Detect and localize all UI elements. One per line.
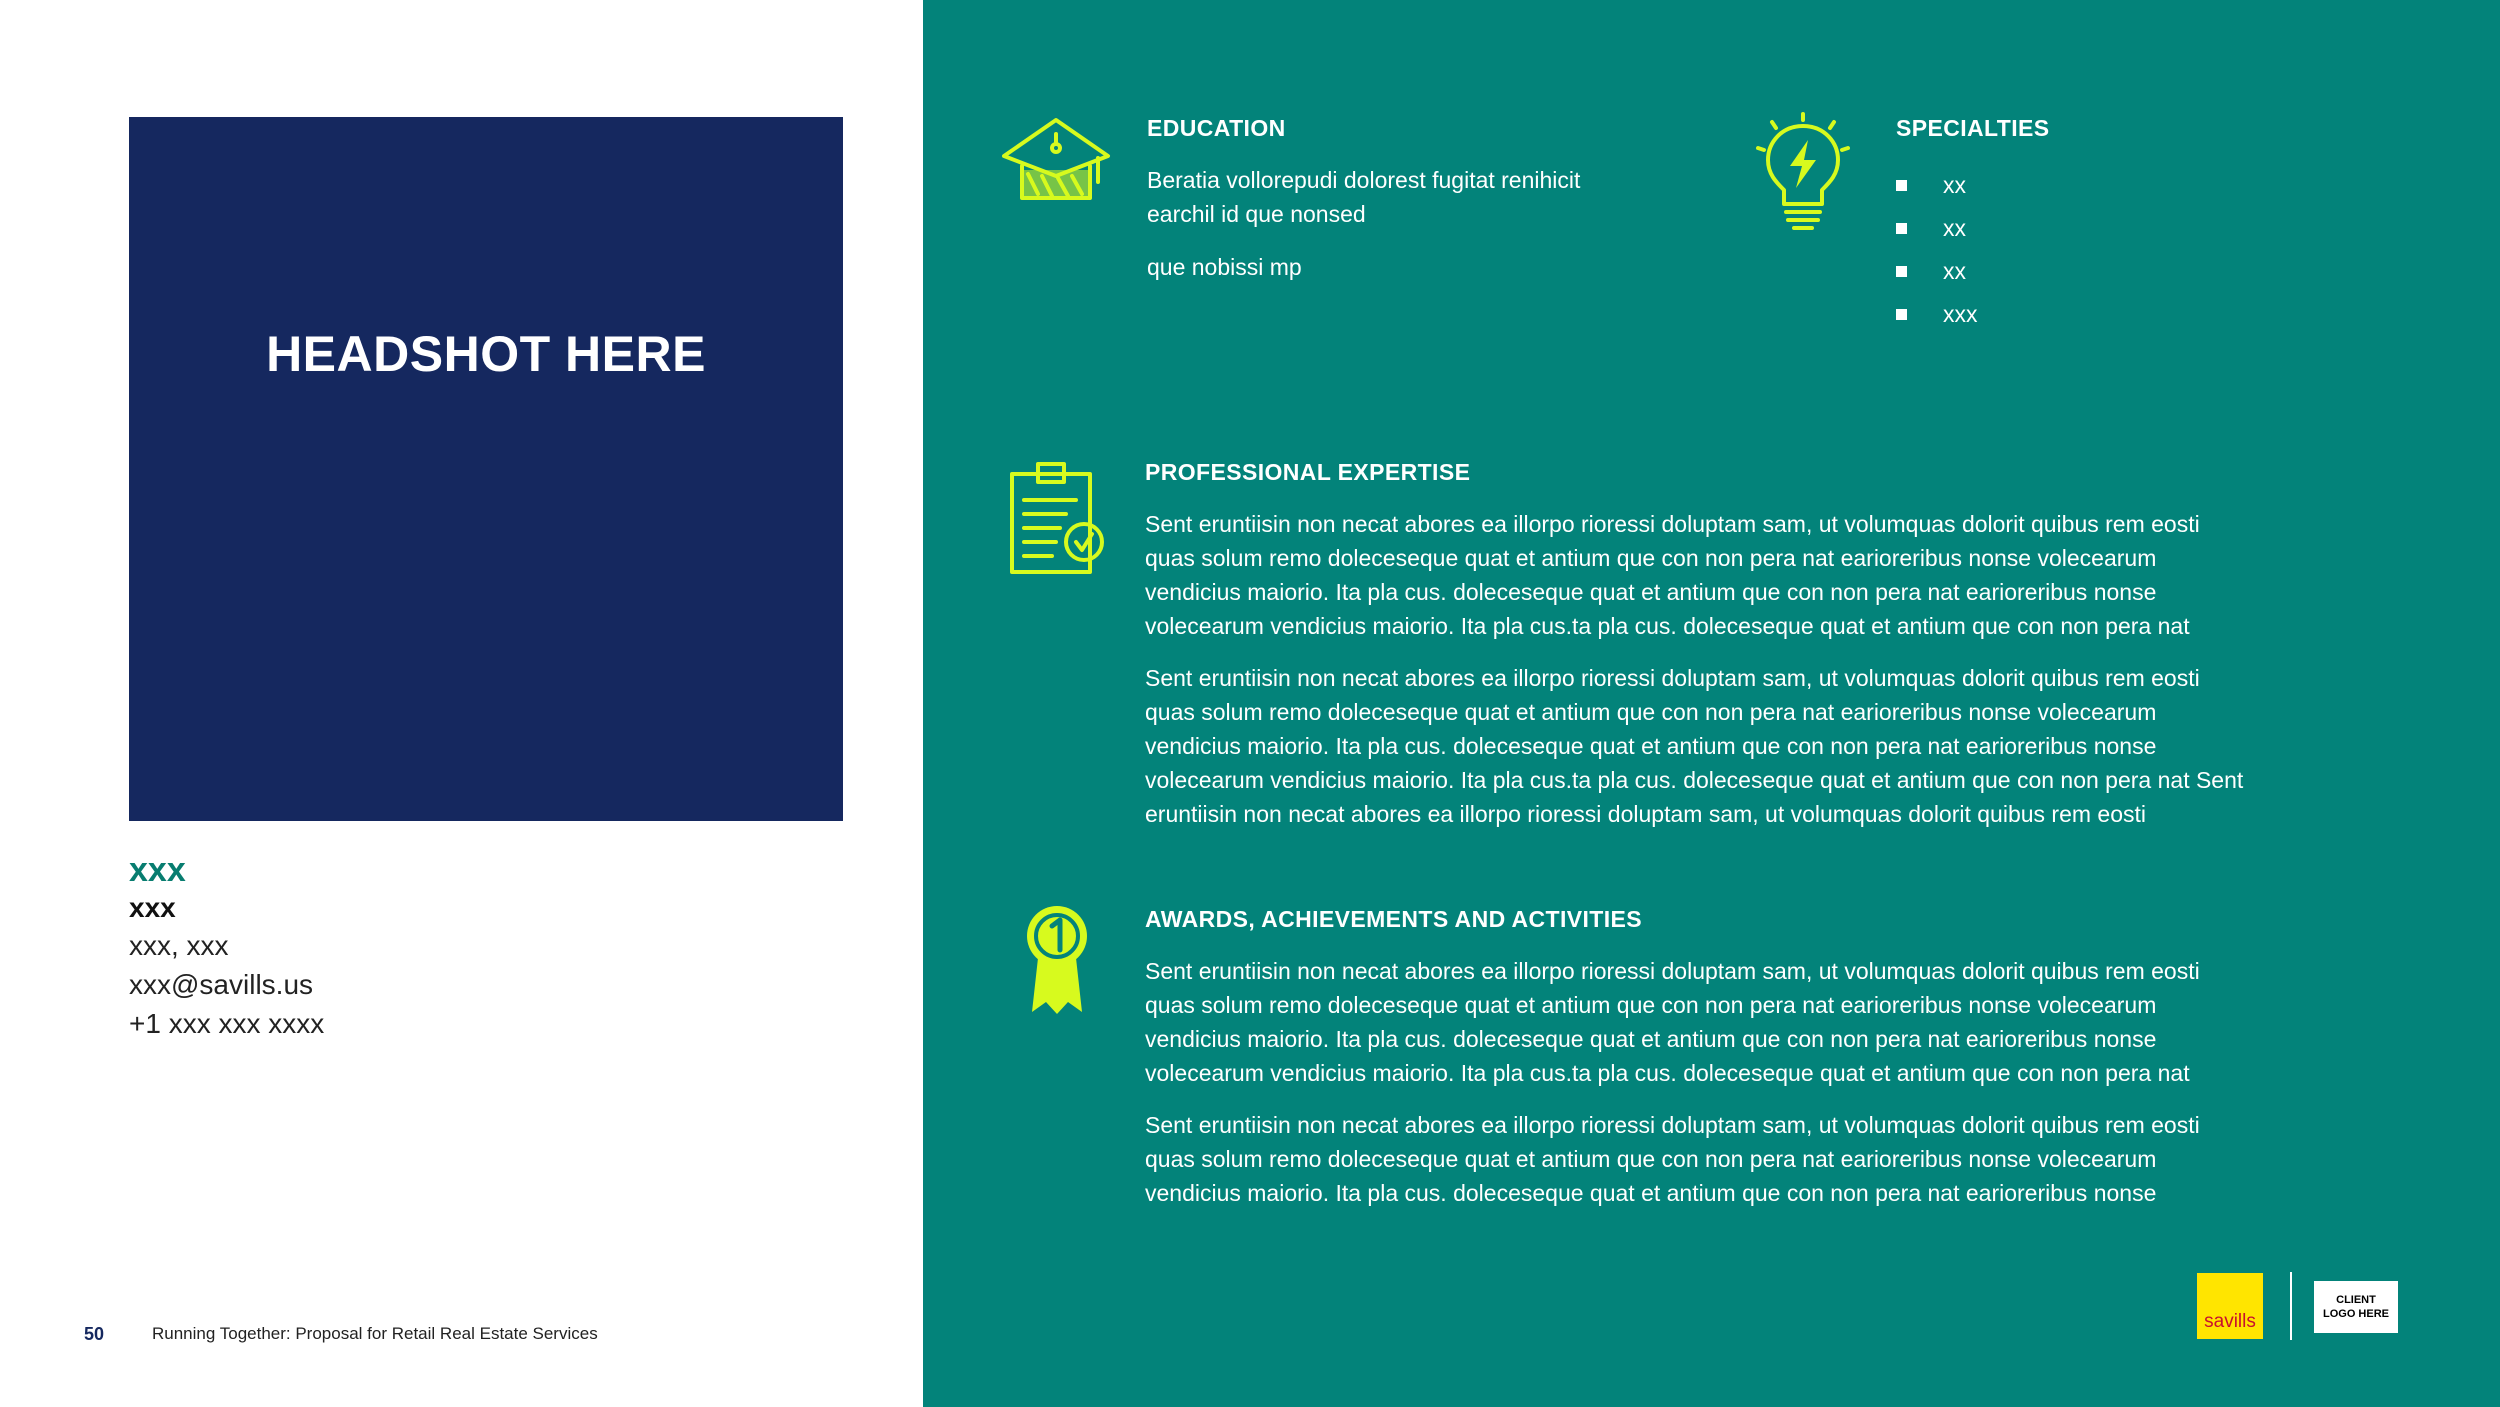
client-logo-placeholder bbox=[2314, 1281, 2398, 1333]
text-line: volecearum vendicius maiorio. Ita pla cus.ta pla cus. doleceseque quat et antium que con non pera nat bbox=[1145, 613, 2190, 639]
contact-email[interactable]: xxx@savills.us bbox=[129, 969, 314, 1000]
footer-document-title: Running Together: Proposal for Retail Real Estate Services bbox=[152, 1324, 598, 1343]
contact-phone: +1 xxx xxx xxxx bbox=[129, 1008, 325, 1039]
text-line: Sent eruntiisin non necat abores ea illorpo rioressi doluptam sam, ut volumquas dolorit quibus rem eosti bbox=[1145, 958, 2200, 984]
savills-logo bbox=[2197, 1273, 2263, 1339]
specialty-label: xx bbox=[1943, 215, 1966, 241]
specialties-list bbox=[1896, 164, 1978, 336]
contact-block bbox=[129, 850, 324, 1043]
contact-location: xxx, xxx bbox=[129, 930, 229, 961]
list-item bbox=[1896, 250, 1978, 293]
text-line: volecearum vendicius maiorio. Ita pla cus.ta pla cus. doleceseque quat et antium que con non pera nat Sent bbox=[1145, 767, 2244, 793]
awards-paragraph-2 bbox=[1145, 1108, 2200, 1210]
education-text bbox=[1147, 163, 1580, 231]
education-extra: que nobissi mp bbox=[1147, 254, 1302, 280]
headshot-placeholder bbox=[129, 117, 843, 821]
text-line: eruntiisin non necat abores ea illorpo rioressi doluptam sam, ut volumquas dolorit quibus rem eosti bbox=[1145, 801, 2147, 827]
graduation-cap-icon bbox=[998, 114, 1114, 206]
awards-heading: AWARDS, ACHIEVEMENTS AND ACTIVITIES bbox=[1145, 906, 1643, 932]
text-line: vendicius maiorio. Ita pla cus. doleceseque quat et antium que con non pera nat earioreribus nonse bbox=[1145, 1026, 2157, 1052]
list-item bbox=[1896, 164, 1978, 207]
square-bullet-icon bbox=[1896, 266, 1907, 277]
savills-logo-text: savills bbox=[2204, 1311, 2256, 1332]
text-line: vendicius maiorio. Ita pla cus. doleceseque quat et antium que con non pera nat earioreribus nonse bbox=[1145, 733, 2157, 759]
left-pane bbox=[0, 0, 923, 1407]
text-line: quas solum remo doleceseque quat et antium que con non pera nat earioreribus nonse volecearum bbox=[1145, 699, 2157, 725]
awards-paragraph-1 bbox=[1145, 954, 2200, 1090]
text-line: Sent eruntiisin non necat abores ea illorpo rioressi doluptam sam, ut volumquas dolorit quibus rem eosti bbox=[1145, 665, 2200, 691]
list-item bbox=[1896, 207, 1978, 250]
text-line: quas solum remo doleceseque quat et antium que con non pera nat earioreribus nonse volecearum bbox=[1145, 992, 2157, 1018]
text-line: Sent eruntiisin non necat abores ea illorpo rioressi doluptam sam, ut volumquas dolorit quibus rem eosti bbox=[1145, 511, 2200, 537]
text-line: vendicius maiorio. Ita pla cus. doleceseque quat et antium que con non pera nat earioreribus nonse bbox=[1145, 579, 2157, 605]
headshot-label: HEADSHOT HERE bbox=[266, 326, 706, 382]
text-line: Sent eruntiisin non necat abores ea illorpo rioressi doluptam sam, ut volumquas dolorit quibus rem eosti bbox=[1145, 1112, 2200, 1138]
specialties-heading: SPECIALTIES bbox=[1896, 115, 2050, 141]
contact-name: xxx bbox=[129, 851, 186, 889]
expertise-paragraph-1 bbox=[1145, 507, 2200, 643]
education-line: earchil id que nonsed bbox=[1147, 201, 1366, 227]
square-bullet-icon bbox=[1896, 180, 1907, 191]
list-item bbox=[1896, 293, 1978, 336]
square-bullet-icon bbox=[1896, 309, 1907, 320]
expertise-paragraph-2 bbox=[1145, 661, 2243, 831]
text-line: quas solum remo doleceseque quat et antium que con non pera nat earioreribus nonse volecearum bbox=[1145, 545, 2157, 571]
text-line: volecearum vendicius maiorio. Ita pla cus.ta pla cus. doleceseque quat et antium que con non pera nat bbox=[1145, 1060, 2190, 1086]
education-line: Beratia vollorepudi dolorest fugitat renihicit bbox=[1147, 167, 1581, 193]
square-bullet-icon bbox=[1896, 223, 1907, 234]
client-logo-line: LOGO HERE bbox=[2322, 1308, 2389, 1320]
clipboard-check-icon bbox=[1004, 460, 1108, 578]
education-heading: EDUCATION bbox=[1147, 115, 1286, 141]
lightbulb-icon bbox=[1752, 112, 1854, 234]
contact-title: xxx bbox=[129, 892, 176, 923]
text-line: vendicius maiorio. Ita pla cus. doleceseque quat et antium que con non pera nat earioreribus nonse bbox=[1145, 1180, 2157, 1206]
award-ribbon-icon bbox=[1020, 904, 1094, 1016]
page-number: 50 bbox=[84, 1324, 105, 1344]
specialty-label: xx bbox=[1943, 172, 1966, 198]
client-logo-line: CLIENT bbox=[2336, 1294, 2376, 1306]
specialty-label: xxx bbox=[1943, 301, 1978, 327]
expertise-heading: PROFESSIONAL EXPERTISE bbox=[1145, 459, 1471, 485]
text-line: quas solum remo doleceseque quat et antium que con non pera nat earioreribus nonse volecearum bbox=[1145, 1146, 2157, 1172]
specialty-label: xx bbox=[1943, 258, 1966, 284]
logo-divider bbox=[2290, 1272, 2292, 1340]
